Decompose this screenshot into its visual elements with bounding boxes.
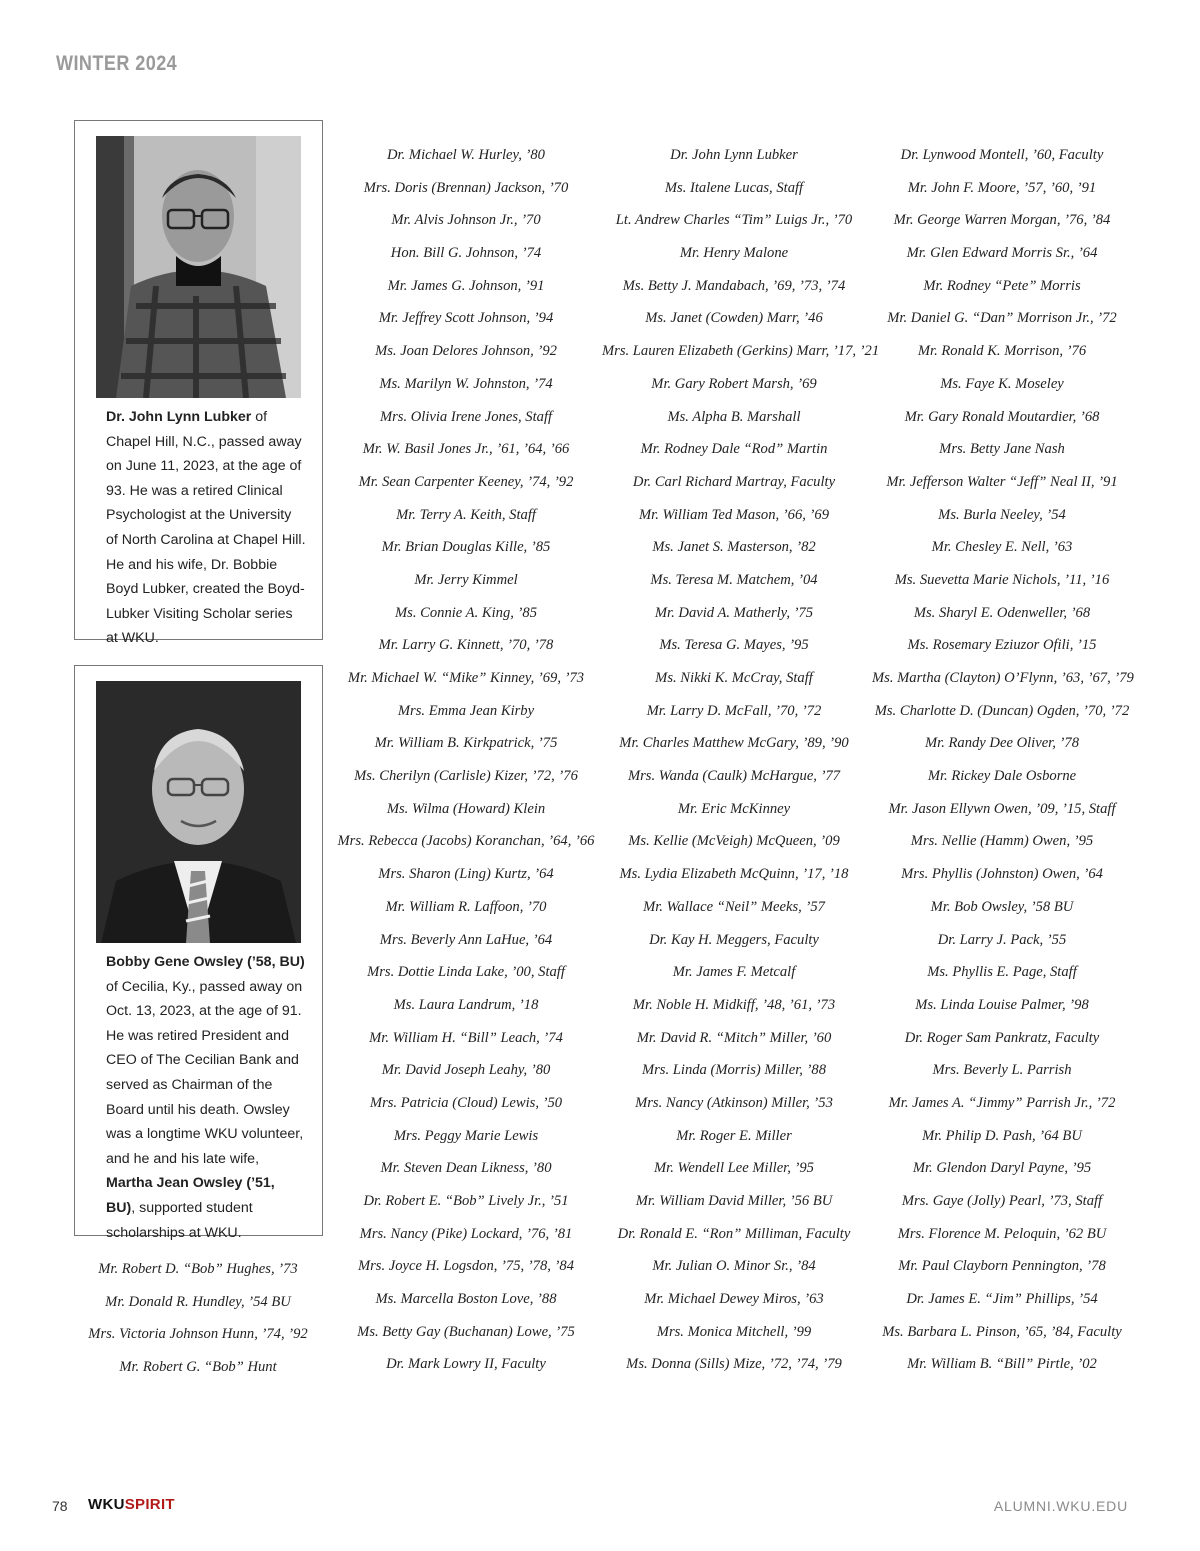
lubker-bio: of Chapel Hill, N.C., passed away on June 11, 2023, at the age of 93. He was a retired Clinical Psychologist at the University of North Carolina at Chapel Hill. He and his wife, Dr. Bobbie Boyd Lubker, created the Boyd-Lubker Visiting Scholar series at WKU. [106, 409, 306, 647]
wku-spirit-logo [88, 1496, 175, 1513]
name-entry: Mrs. Emma Jean Kirby [397, 702, 535, 719]
alumni-website: ALUMNI.WKU.EDU [993, 1498, 1128, 1514]
name-entry: Dr. Larry J. Pack, ’55 [937, 931, 1067, 948]
name-entry: Mrs. Nellie (Hamm) Owen, ’95 [910, 833, 1094, 850]
owsley-caption [106, 950, 306, 1245]
name-entry: Mr. William Ted Mason, ’66, ’69 [639, 506, 829, 523]
name-entry: Mr. Gary Robert Marsh, ’69 [651, 375, 817, 392]
name-entry: Mr. Robert D. “Bob” Hughes, ’73 [98, 1261, 298, 1277]
names-list-col3 [872, 142, 1132, 1384]
issue-season: WINTER 2024 [56, 52, 178, 75]
name-entry: Mr. Noble H. Midkiff, ’48, ’61, ’73 [632, 996, 836, 1013]
name-entry: Mr. Bob Owsley, ’58 BU [930, 898, 1074, 915]
name-entry: Mr. James G. Johnson, ’91 [387, 277, 545, 294]
name-entry: Ms. Charlotte D. (Duncan) Ogden, ’70, ’72 [874, 702, 1130, 719]
name-entry: Ms. Linda Louise Palmer, ’98 [915, 996, 1089, 1013]
name-entry: Dr. Mark Lowry II, Faculty [386, 1356, 546, 1373]
name-entry: Dr. Kay H. Meggers, Faculty [649, 931, 819, 948]
name-entry: Mr. Michael Dewey Miros, ’63 [644, 1291, 824, 1308]
name-entry: Ms. Lydia Elizabeth McQuinn, ’17, ’18 [619, 866, 849, 883]
name-entry: Ms. Donna (Sills) Mize, ’72, ’74, ’79 [626, 1356, 842, 1373]
name-entry: Ms. Laura Landrum, ’18 [393, 996, 539, 1013]
name-entry: Ms. Burla Neeley, ’54 [938, 506, 1066, 523]
name-entry: Ms. Phyllis E. Page, Staff [927, 964, 1077, 981]
names-list-col0 [70, 1256, 326, 1387]
lubker-name: Dr. John Lynn Lubker [106, 409, 252, 425]
name-entry: Ms. Janet S. Masterson, ’82 [652, 539, 816, 556]
name-entry: Mrs. Patricia (Cloud) Lewis, ’50 [369, 1094, 563, 1111]
name-entry: Ms. Marcella Boston Love, ’88 [375, 1291, 557, 1308]
obituary-feature-lubker [74, 120, 323, 647]
owsley-photo [96, 681, 301, 943]
name-entry: Mr. Rodney “Pete” Morris [923, 277, 1081, 294]
name-entry: Mr. Wallace “Neil” Meeks, ’57 [643, 898, 825, 915]
name-entry: Mr. Gary Ronald Moutardier, ’68 [904, 408, 1100, 425]
name-entry: Mrs. Linda (Morris) Miller, ’88 [641, 1062, 827, 1079]
name-entry: Mr. Larry G. Kinnett, ’70, ’78 [378, 637, 554, 654]
name-entry: Ms. Betty J. Mandabach, ’69, ’73, ’74 [622, 277, 846, 294]
name-entry: Ms. Kellie (McVeigh) McQueen, ’09 [628, 833, 840, 850]
name-entry: Mr. W. Basil Jones Jr., ’61, ’64, ’66 [362, 441, 570, 458]
name-entry: Mr. Daniel G. “Dan” Morrison Jr., ’72 [887, 310, 1117, 327]
name-entry: Mrs. Sharon (Ling) Kurtz, ’64 [378, 866, 554, 883]
owsley-bio-part2: , supported student scholarships at WKU. [106, 1199, 253, 1241]
name-entry: Mr. Paul Clayborn Pennington, ’78 [898, 1258, 1106, 1275]
logo-spirit-text: SPIRIT [124, 1496, 175, 1513]
name-entry: Mr. Charles Matthew McGary, ’89, ’90 [619, 735, 849, 752]
name-entry: Mr. Eric McKinney [677, 800, 791, 817]
name-entry: Mr. Larry D. McFall, ’70, ’72 [646, 702, 822, 719]
owsley-portrait-image [96, 681, 301, 943]
name-entry: Ms. Sharyl E. Odenweller, ’68 [913, 604, 1091, 621]
name-entry: Dr. James E. “Jim” Phillips, ’54 [906, 1291, 1098, 1308]
page-number: 78 [52, 1498, 68, 1514]
name-entry: Mr. Roger E. Miller [676, 1127, 792, 1144]
name-entry: Mr. Jefferson Walter “Jeff” Neal II, ’91 [886, 473, 1118, 490]
name-entry: Dr. Lynwood Montell, ’60, Faculty [900, 147, 1104, 163]
obituary-feature-owsley [74, 665, 323, 1241]
name-entry: Mr. Jerry Kimmel [414, 571, 518, 588]
name-entry: Mrs. Beverly Ann LaHue, ’64 [379, 931, 553, 948]
name-entry: Mr. William B. Kirkpatrick, ’75 [374, 735, 558, 752]
lubker-portrait-image [96, 136, 301, 398]
name-entry: Mrs. Lauren Elizabeth (Gerkins) Marr, ’17, ’21 [602, 343, 880, 360]
name-entry: Mr. James A. “Jimmy” Parrish Jr., ’72 [888, 1094, 1116, 1111]
name-entry: Mrs. Monica Mitchell, ’99 [656, 1323, 812, 1340]
name-entry: Mr. Julian O. Minor Sr., ’84 [652, 1258, 816, 1275]
name-entry: Mr. Rodney Dale “Rod” Martin [640, 441, 828, 458]
name-entry: Mr. Ronald K. Morrison, ’76 [917, 343, 1087, 360]
name-entry: Dr. Michael W. Hurley, ’80 [387, 147, 545, 163]
name-entry: Mrs. Rebecca (Jacobs) Koranchan, ’64, ’66 [337, 833, 595, 850]
name-entry: Mr. Wendell Lee Miller, ’95 [654, 1160, 814, 1177]
name-entry: Mr. Chesley E. Nell, ’63 [931, 539, 1073, 556]
name-entry: Mrs. Olivia Irene Jones, Staff [379, 408, 553, 425]
name-entry: Mr. William H. “Bill” Leach, ’74 [369, 1029, 563, 1046]
name-entry: Mr. Donald R. Hundley, ’54 BU [105, 1293, 291, 1310]
lubker-caption [106, 405, 306, 651]
name-entry: Mr. Michael W. “Mike” Kinney, ’69, ’73 [347, 670, 585, 686]
name-entry: Mr. William B. “Bill” Pirtle, ’02 [907, 1356, 1097, 1373]
name-entry: Ms. Joan Delores Johnson, ’92 [375, 343, 557, 360]
name-entry: Ms. Cherilyn (Carlisle) Kizer, ’72, ’76 [354, 768, 578, 785]
name-entry: Ms. Faye K. Moseley [940, 375, 1064, 392]
name-entry: Dr. Robert E. “Bob” Lively Jr., ’51 [363, 1193, 569, 1209]
name-entry: Ms. Betty Gay (Buchanan) Lowe, ’75 [357, 1323, 575, 1340]
name-entry: Mr. George Warren Morgan, ’76, ’84 [893, 212, 1111, 229]
name-entry: Mr. Jeffrey Scott Johnson, ’94 [378, 310, 554, 327]
name-entry: Mrs. Wanda (Caulk) McHargue, ’77 [627, 768, 841, 785]
name-entry: Mrs. Nancy (Pike) Lockard, ’76, ’81 [359, 1225, 573, 1242]
name-entry: Mrs. Gaye (Jolly) Pearl, ’73, Staff [901, 1193, 1103, 1209]
name-entry: Hon. Bill G. Johnson, ’74 [390, 245, 542, 262]
name-entry: Mrs. Peggy Marie Lewis [393, 1127, 539, 1144]
logo-wku-text: WKU [88, 1496, 125, 1513]
name-entry: Mrs. Doris (Brennan) Jackson, ’70 [363, 179, 569, 196]
name-entry: Mr. David Joseph Leahy, ’80 [381, 1062, 551, 1079]
name-entry: Mrs. Betty Jane Nash [939, 441, 1065, 458]
name-entry: Ms. Martha (Clayton) O’Flynn, ’63, ’67, ’79 [872, 670, 1134, 686]
owsley-name: Bobby Gene Owsley (’58, BU) [106, 954, 305, 970]
names-list-col1 [336, 142, 596, 1384]
name-entry: Ms. Alpha B. Marshall [667, 408, 801, 425]
name-entry: Mr. Sean Carpenter Keeney, ’74, ’92 [358, 473, 574, 490]
name-entry: Mr. Steven Dean Likness, ’80 [380, 1160, 552, 1177]
name-entry: Ms. Wilma (Howard) Klein [386, 800, 546, 817]
name-entry: Mr. William R. Laffoon, ’70 [385, 898, 547, 915]
name-entry: Mrs. Phyllis (Johnston) Owen, ’64 [901, 866, 1103, 883]
name-entry: Ms. Janet (Cowden) Marr, ’46 [645, 310, 823, 327]
name-entry: Mrs. Joyce H. Logsdon, ’75, ’78, ’84 [357, 1258, 575, 1275]
name-entry: Ms. Teresa M. Matchem, ’04 [650, 571, 818, 588]
name-entry: Dr. Ronald E. “Ron” Milliman, Faculty [617, 1225, 851, 1242]
name-entry: Lt. Andrew Charles “Tim” Luigs Jr., ’70 [615, 212, 853, 229]
name-entry: Mr. William David Miller, ’56 BU [635, 1193, 833, 1209]
name-entry: Ms. Rosemary Eziuzor Ofili, ’15 [907, 637, 1097, 654]
name-entry: Mr. Terry A. Keith, Staff [396, 506, 536, 523]
name-entry: Ms. Marilyn W. Johnston, ’74 [379, 375, 553, 392]
name-entry: Mr. Henry Malone [679, 245, 789, 262]
lubker-photo [96, 136, 301, 398]
name-entry: Ms. Barbara L. Pinson, ’65, ’84, Faculty [882, 1323, 1122, 1340]
name-entry: Mr. Brian Douglas Kille, ’85 [381, 539, 551, 556]
name-entry: Mrs. Nancy (Atkinson) Miller, ’53 [635, 1094, 833, 1111]
name-entry: Ms. Suevetta Marie Nichols, ’11, ’16 [894, 571, 1110, 588]
owsley-bio-part1: of Cecilia, Ky., passed away on Oct. 13, 2023, at the age of 91. He was retired President and CEO of The Cecilian Bank and served as Chairman of the Board until his death. Owsley was a longtime WKU volunteer, and he and his late wife, [106, 978, 304, 1167]
name-entry: Mrs. Victoria Johnson Hunn, ’74, ’92 [88, 1326, 308, 1343]
name-entry: Mr. James F. Metcalf [672, 964, 796, 981]
name-entry: Mr. Randy Dee Oliver, ’78 [924, 735, 1079, 752]
name-entry: Dr. John Lynn Lubker [670, 147, 798, 163]
name-entry: Mr. Jason Ellywn Owen, ’09, ’15, Staff [888, 800, 1116, 817]
name-entry: Ms. Teresa G. Mayes, ’95 [659, 637, 809, 654]
name-entry: Ms. Nikki K. McCray, Staff [655, 670, 813, 686]
name-entry: Mr. David R. “Mitch” Miller, ’60 [636, 1029, 832, 1046]
name-entry: Mr. Alvis Johnson Jr., ’70 [391, 212, 541, 229]
name-entry: Mr. Rickey Dale Osborne [927, 768, 1077, 785]
martha-owsley-name: Martha Jean Owsley (’51, BU) [106, 1175, 275, 1216]
name-entry: Mr. Glendon Daryl Payne, ’95 [912, 1160, 1092, 1177]
name-entry: Dr. Roger Sam Pankratz, Faculty [904, 1029, 1100, 1046]
name-entry: Mr. Glen Edward Morris Sr., ’64 [906, 245, 1098, 262]
name-entry: Mr. Philip D. Pash, ’64 BU [922, 1127, 1082, 1144]
name-entry: Mrs. Florence M. Peloquin, ’62 BU [897, 1225, 1107, 1242]
names-list-col2 [602, 142, 880, 1384]
name-entry: Mr. David A. Matherly, ’75 [654, 604, 814, 621]
name-entry: Mrs. Beverly L. Parrish [932, 1062, 1072, 1079]
name-entry: Mr. Robert G. “Bob” Hunt [119, 1359, 277, 1376]
name-entry: Ms. Connie A. King, ’85 [394, 604, 538, 621]
name-entry: Ms. Italene Lucas, Staff [664, 179, 804, 196]
name-entry: Mr. John F. Moore, ’57, ’60, ’91 [907, 179, 1097, 196]
name-entry: Dr. Carl Richard Martray, Faculty [632, 473, 836, 490]
name-entry: Mrs. Dottie Linda Lake, ’00, Staff [367, 964, 565, 981]
